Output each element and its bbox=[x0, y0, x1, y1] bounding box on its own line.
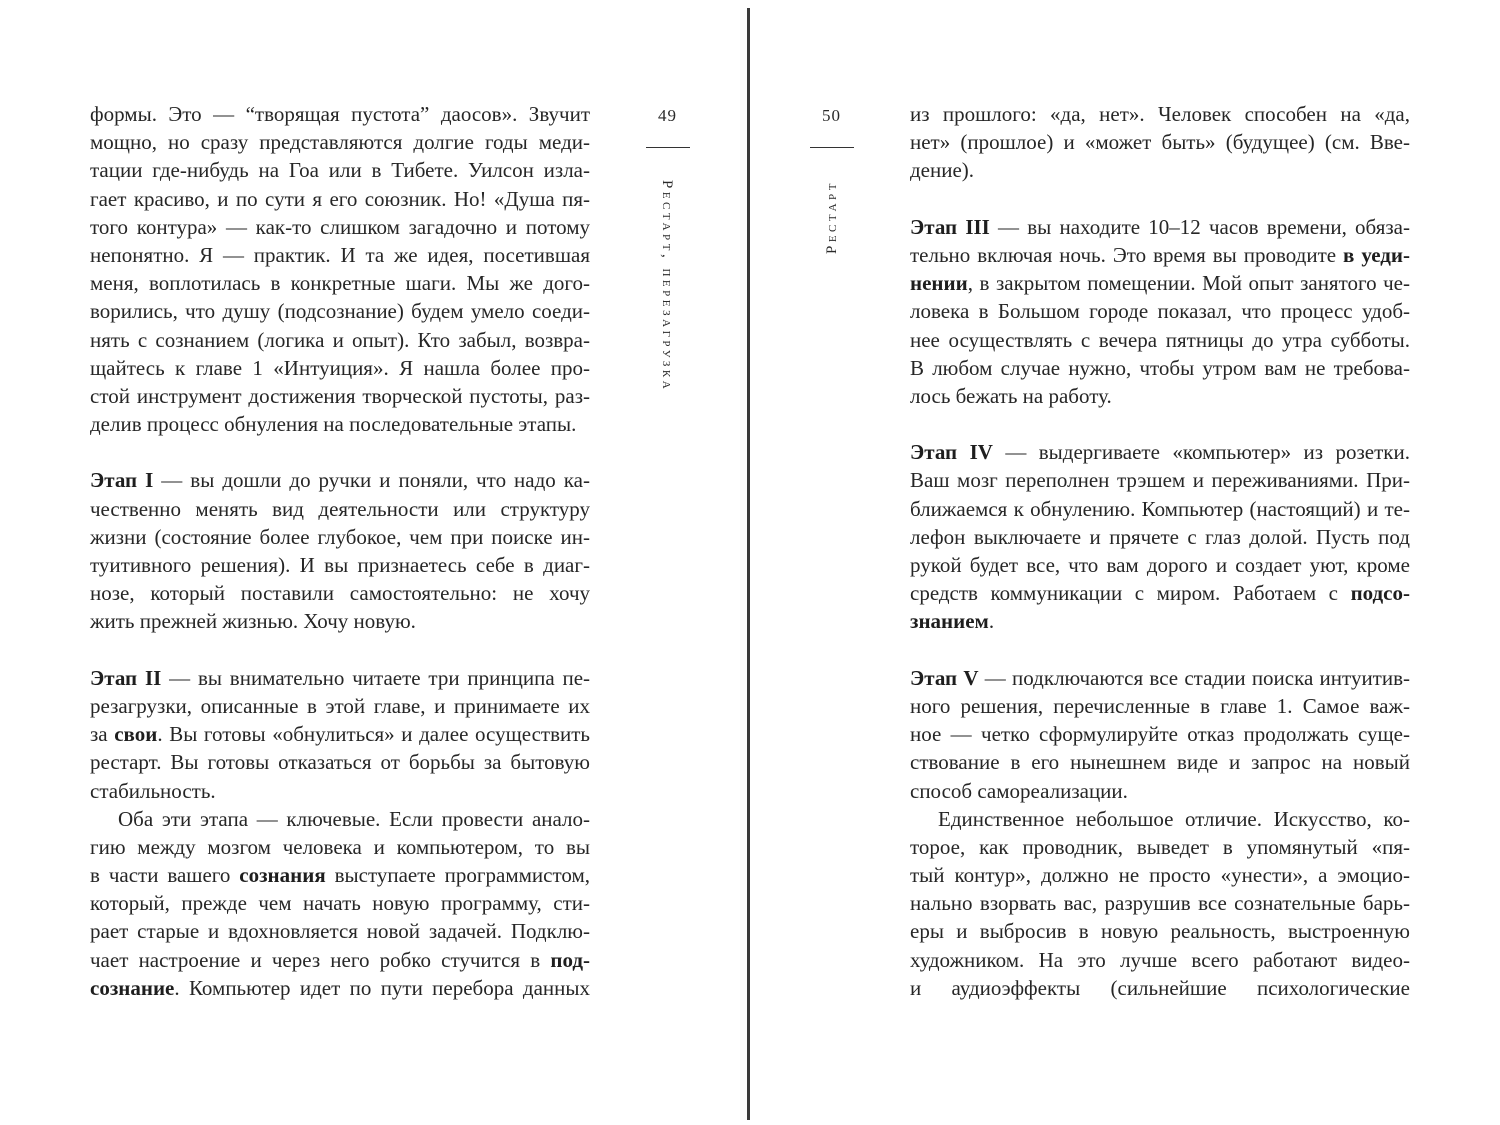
text-line: тый контур», должно не просто «унести», а эмоцио- bbox=[910, 863, 1410, 888]
text-line: Этап I — вы дошли до ручки и поняли, что надо ка- bbox=[90, 468, 590, 493]
stage-heading: Этап II bbox=[90, 665, 162, 690]
stage-heading: Этап IV bbox=[910, 440, 993, 465]
text-line: нении, в закрытом помещении. Мой опыт занятого че- bbox=[910, 271, 1410, 296]
text-line: ного решения, перечисленные в главе 1. Самое важ- bbox=[910, 693, 1410, 718]
text-line: того контура» — как-то слишком загадочно и потому bbox=[90, 214, 590, 239]
text-line: чественно менять вид деятельности или структуру bbox=[90, 496, 590, 521]
header-rule bbox=[646, 147, 690, 148]
text-line: жизни (состояние более глубокое, чем при поиске ин- bbox=[90, 524, 590, 549]
text-line: чает настроение и через него робко стучится в под- bbox=[90, 947, 590, 972]
text-line: ствование в его нынешнем виде и запрос на новый bbox=[910, 750, 1410, 775]
text-line: Этап IV — выдергиваете «компьютер» из розетки. bbox=[910, 440, 1410, 465]
stage-heading: Этап III bbox=[910, 214, 990, 239]
text-line: Этап III — вы находите 10–12 часов времени, обяза- bbox=[910, 214, 1410, 239]
text-line: нее осуществлять с вечера пятницы до утра субботы. bbox=[910, 327, 1410, 352]
text-line: Этап V — подключаются все стадии поиска интуитив- bbox=[910, 665, 1411, 690]
right-page-body bbox=[910, 100, 1410, 1002]
left-page-body bbox=[90, 100, 590, 1002]
text-line: формы. Это — “творящая пустота” даосов». Звучит bbox=[90, 102, 590, 126]
text-line: способ самореализации. bbox=[910, 778, 1128, 803]
text-line: рукой будет все, что вам дорого и создает уют, кроме bbox=[910, 553, 1410, 577]
text-line: В любом случае нужно, чтобы утром вам не требова- bbox=[910, 355, 1410, 380]
running-head: Рестарт bbox=[824, 180, 840, 254]
text-line: меня, воплотилась в конкретные шаги. Мы же дого- bbox=[90, 271, 590, 296]
text-line: Оба эти этапа — ключевые. Если провести анало- bbox=[118, 806, 590, 831]
text-line: который, прежде чем начать новую программу, сти- bbox=[90, 891, 590, 916]
text-line: туитивного решения). И вы признаетесь себе в диаг- bbox=[90, 553, 590, 577]
text-line: Ваш мозг переполнен трэшем и переживаниями. При- bbox=[910, 468, 1410, 493]
text-line: и аудиоэффекты (сильнейшие психологические bbox=[910, 975, 1410, 1000]
text-line: в части вашего сознания выступаете программистом, bbox=[90, 863, 590, 888]
text-line: средств коммуникации с миром. Работаем с подсо- bbox=[910, 581, 1410, 606]
right-page bbox=[750, 0, 1500, 1125]
text-line: стабильность. bbox=[90, 778, 216, 803]
text-line: ближаемся к обнулению. Компьютер (настоящий) и те- bbox=[910, 496, 1410, 521]
running-head: Рестарт, перезагрузка bbox=[659, 180, 675, 393]
text-line: рает старые и вдохновляется новой задачей. Подклю- bbox=[90, 919, 590, 944]
text-line: лось бежать на работу. bbox=[910, 383, 1112, 408]
text-line: еры и выбросив в новую реальность, выстроенную bbox=[910, 919, 1410, 944]
text-line: Этап II — вы внимательно читаете три принципа пе- bbox=[90, 665, 591, 690]
text-line: нозе, который поставили самостоятельно: не хочу bbox=[90, 581, 590, 606]
text-line: резагрузки, описанные в этой главе, и принимаете их bbox=[90, 693, 590, 718]
text-line: гает красиво, и по сути я его союзник. Но! «Душа пя- bbox=[90, 186, 590, 211]
text-line: гию между мозгом человека и компьютером, то вы bbox=[90, 834, 590, 859]
text-line: знанием. bbox=[910, 609, 995, 634]
stage-heading: Этап V bbox=[910, 665, 979, 690]
text-line: нально взорвать вас, разрушив все сознательные барь- bbox=[910, 891, 1410, 916]
text-line: из прошлого: «да, нет». Человек способен на «да, bbox=[910, 102, 1410, 126]
text-line: непонятно. Я — практик. И та же идея, посетившая bbox=[90, 242, 590, 267]
text-line: за свои. Вы готовы «обнулиться» и далее осуществить bbox=[90, 722, 590, 747]
text-line: дение). bbox=[910, 158, 975, 183]
stage-heading: Этап I bbox=[90, 468, 154, 493]
page-number: 49 bbox=[658, 106, 677, 125]
text-line: ворились, что душу (подсознание) будем умело соеди- bbox=[90, 299, 590, 324]
page-number: 50 bbox=[822, 106, 841, 125]
text-line: мощно, но сразу представляются долгие годы меди- bbox=[90, 130, 590, 155]
text-line: ное — четко сформулируйте отказ продолжать суще- bbox=[910, 722, 1410, 747]
left-page bbox=[0, 0, 748, 1125]
text-line: нять с сознанием (логика и опыт). Кто забыл, возвра- bbox=[90, 327, 590, 352]
text-line: лефон выключаете и прячете с глаз долой. Пусть под bbox=[910, 524, 1410, 549]
text-line: тации где-нибудь на Гоа или в Тибете. Уилсон изла- bbox=[90, 158, 590, 183]
header-rule bbox=[810, 147, 854, 148]
text-line: тельно включая ночь. Это время вы проводите в уеди- bbox=[910, 242, 1410, 267]
text-line: нет» (прошлое) и «может быть» (будущее) (см. Вве- bbox=[910, 130, 1410, 155]
text-line: рестарт. Вы готовы отказаться от борьбы за бытовую bbox=[90, 750, 590, 775]
text-line: стой инструмент достижения творческой пустоты, раз- bbox=[90, 383, 590, 408]
text-line: торое, как проводник, выведет в упомянутый «пя- bbox=[910, 834, 1410, 859]
text-line: ловека в Большом городе показал, что процесс удоб- bbox=[910, 299, 1410, 324]
text-line: сознание. Компьютер идет по пути перебора данных bbox=[90, 975, 590, 1000]
text-line: художником. На это лучше всего работают видео- bbox=[910, 947, 1410, 972]
text-line: Единственное небольшое отличие. Искусство, ко- bbox=[938, 806, 1410, 831]
text-line: щайтесь к главе 1 «Интуиция». Я нашла более про- bbox=[90, 355, 590, 380]
text-line: жить прежней жизнью. Хочу новую. bbox=[90, 609, 416, 634]
text-line: делив процесс обнуления на последовательные этапы. bbox=[90, 412, 577, 437]
